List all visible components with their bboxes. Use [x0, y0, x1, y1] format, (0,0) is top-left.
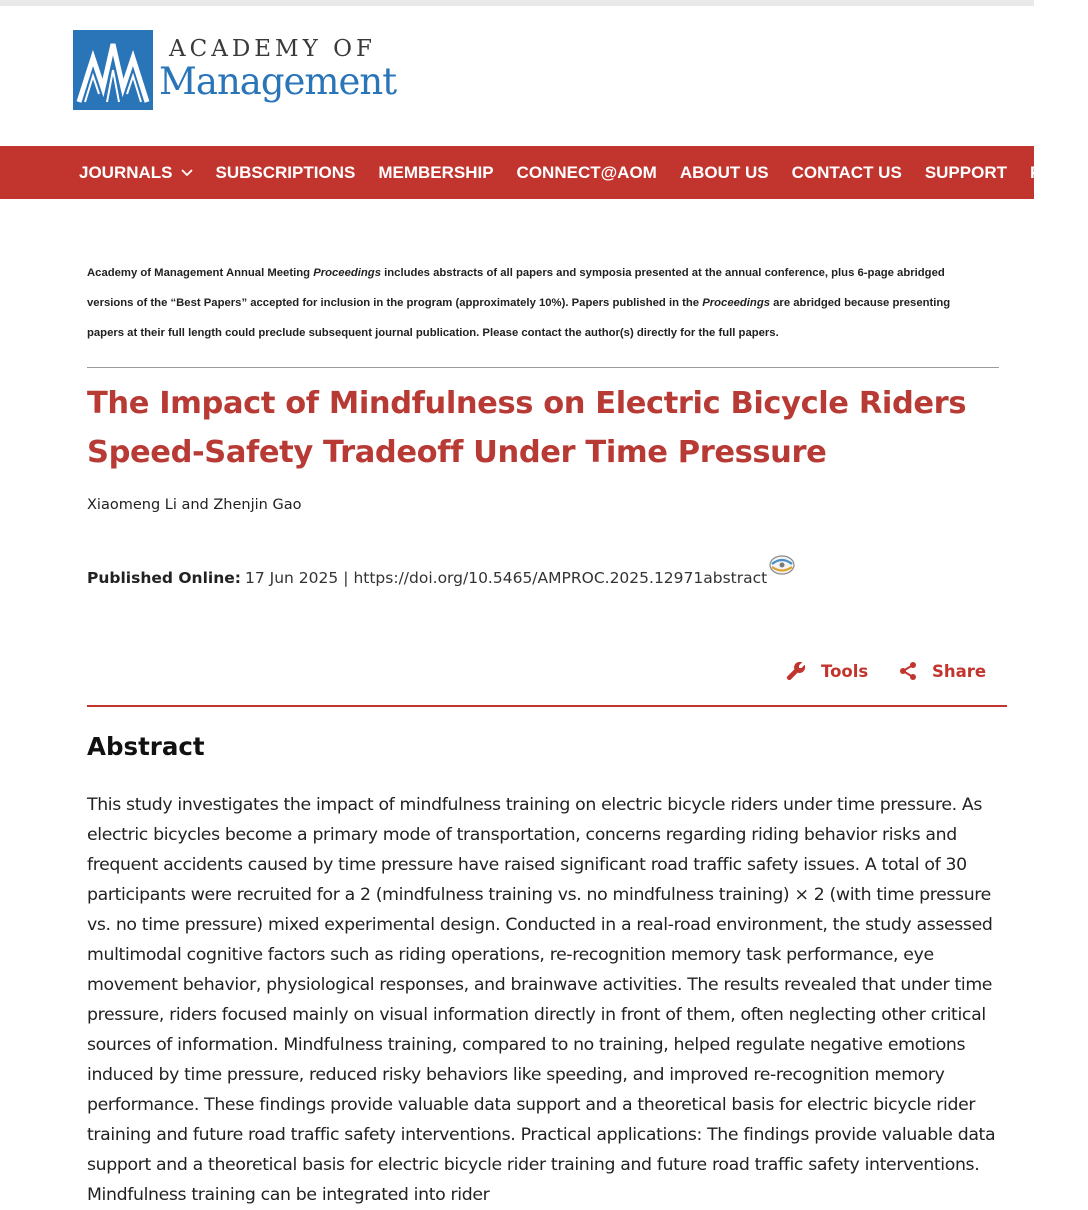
pub-separator: |: [343, 569, 349, 587]
abstract-text: This study investigates the impact of mindfulness training on electric bicycle riders under time pressure. As electric bicycles become a primary mode of transportation, concerns regarding riding behavior risks and frequent accidents caused by time pressure have raised significant road traffic safety issues. A total of 30 participants were recruited for a 2 (mindfulness training vs. no mindfulness training) × 2 (with time pressure vs. no time pressure) mixed experimental design. Conducted in a real-road environment, the study assessed multimodal cognitive factors such as riding operations, re-recognition memory task performance, eye movement behavior, physiological responses, and brainwave activities. The results revealed that under time pressure, riders focused mainly on visual information directly in front of them, often neglecting other critical sources of information. Mindfulness training, compared to no training, helped regulate negative emotions induced by time pressure, reduced risky behaviors like speeding, and improved re-recognition memory performance. These findings provide valuable data support and a theoretical basis for electric bicycle rider training and future road traffic safety interventions. Practical applications: The findings provide valuable data support and a theoretical basis for electric bicycle rider training and future road traffic safety interventions. Mindfulness training can be integrated into rider: [87, 795, 996, 1205]
nav-item-label: CONNECT@AOM: [516, 162, 657, 182]
tools-button[interactable]: [785, 658, 868, 684]
aom-logo-link[interactable]: [73, 30, 403, 116]
crossmark-icon[interactable]: [767, 553, 797, 579]
chevron-down-icon: [181, 169, 193, 177]
site-header: [0, 6, 1034, 146]
nav-item-label: FAQ: [1030, 162, 1065, 182]
nav-item-membership[interactable]: [378, 163, 493, 183]
wrench-icon: [785, 660, 807, 682]
nav-item-label: SUBSCRIPTIONS: [215, 162, 356, 182]
logo-text-main: Management: [159, 60, 397, 103]
main-nav: [0, 146, 1065, 199]
nav-item-connect[interactable]: [517, 163, 657, 183]
share-icon: [898, 661, 918, 681]
published-date: 17 Jun 2025: [244, 569, 339, 587]
nav-list: [79, 146, 1088, 199]
publication-info: [87, 561, 797, 587]
share-button[interactable]: [898, 658, 986, 684]
section-divider: [87, 705, 1007, 707]
notice-text-3: are abridged because presenting papers at their full length could preclude subsequent journal publication. Please contact the author(s) directly for the full papers.: [87, 297, 951, 339]
notice-text-2: includes abstracts of all papers and symposia presented at the annual conference, plus 6-page abridged versions of the “Best Papers” accepted for inclusion in the program (approximately 10%). Papers published in the: [87, 267, 945, 309]
nav-item-contact-us[interactable]: [792, 163, 902, 183]
tools-label: Tools: [821, 661, 869, 681]
proceedings-notice: [87, 258, 987, 348]
notice-em-2: Proceedings: [702, 297, 771, 309]
article-title: The Impact of Mindfulness on Electric Bicycle Riders Speed-Safety Tradeoff Under Time Pressure: [87, 386, 967, 470]
nav-item-faq[interactable]: [1030, 163, 1065, 183]
logo-text-top: ACADEMY OF: [169, 36, 376, 62]
nav-item-label: JOURNALS: [79, 162, 173, 182]
nav-item-label: MEMBERSHIP: [378, 162, 494, 182]
nav-item-subscriptions[interactable]: [216, 163, 356, 183]
published-label: Published Online:: [87, 569, 241, 587]
nav-item-journals[interactable]: [79, 163, 193, 183]
nav-item-label: SUPPORT: [924, 162, 1007, 182]
divider: [87, 367, 999, 368]
notice-text-1: Academy of Management Annual Meeting: [87, 267, 314, 279]
doi-link[interactable]: https://doi.org/10.5465/AMPROC.2025.12971abstract: [353, 569, 768, 587]
share-label: Share: [932, 661, 987, 681]
article-authors: Xiaomeng Li and Zhenjin Gao: [87, 497, 302, 513]
notice-em-1: Proceedings: [313, 267, 381, 279]
nav-item-label: ABOUT US: [679, 162, 769, 182]
nav-item-support[interactable]: [925, 163, 1007, 183]
aom-logo-mark-icon: [73, 30, 153, 110]
abstract-heading: Abstract: [87, 732, 205, 761]
nav-item-label: CONTACT US: [791, 162, 902, 182]
nav-item-about-us[interactable]: [680, 163, 769, 183]
